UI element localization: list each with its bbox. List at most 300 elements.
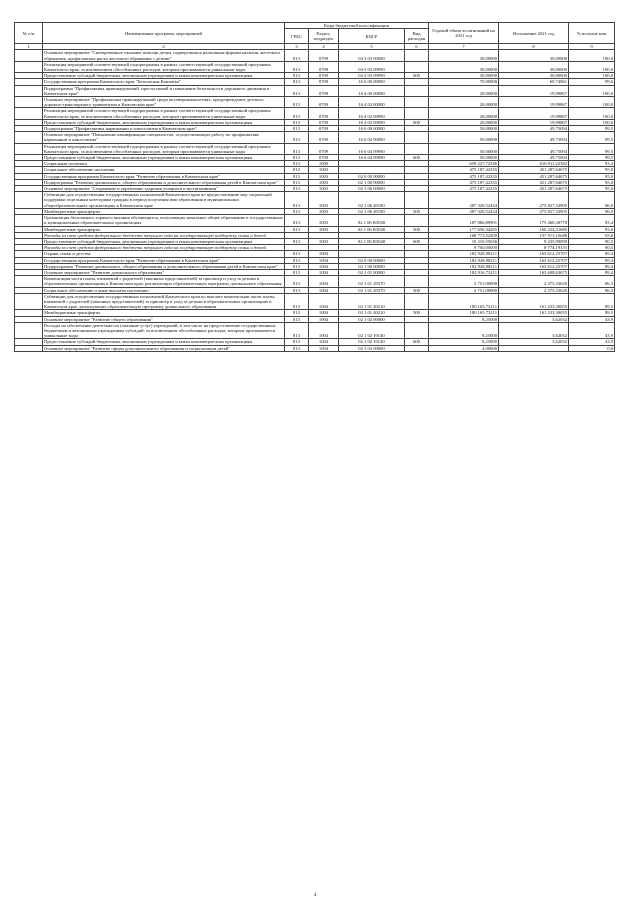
row-grbs: 813 [285,126,309,132]
header-fact: Исполнение 2021 год [499,23,569,44]
row-grbs: 813 [285,108,309,119]
row-plan: 659 227,72546 [429,161,499,167]
row-name: Предоставление субсидий бюджетным, автономным учреждениям и иным некоммерческим организациям [43,119,285,125]
header-razdel: Раздел, подраздел [309,29,339,44]
row-kcsr: 02 1 01 20370 [339,287,405,293]
row-name: Основное мероприятие "Профилактика правонарушений среди несовершеннолетних, предупреждение детского дорожно-транспортного травматизма в Камчатском крае" [43,97,285,108]
row-grbs: 813 [285,50,309,61]
row-plan: 287 320,52434 [429,208,499,214]
row-name: Государственная программа Камчатского края "Развитие образования в Камчатском крае" [43,257,285,263]
row-grbs: 813 [285,322,309,339]
row-grbs: 813 [285,208,309,214]
row-plan: 30,00000 [429,50,499,61]
row-vid: 500 [405,226,429,232]
row-plan: 182 916,73211 [429,269,499,275]
row-vid [405,85,429,96]
row-num [15,85,43,96]
row-grbs: 813 [285,251,309,257]
row-name: Предоставление субсидий бюджетным, автономным учреждениям и иным некоммерческим организациям [43,238,285,244]
row-razdel: 0709 [309,85,339,96]
row-grbs: 813 [285,186,309,192]
row-pct: 86,3 [569,287,615,293]
row-plan: 475 187,42335 [429,179,499,185]
row-pct: 99,5 [569,132,615,143]
row-fact: 161 233,30055 [499,293,569,310]
budget-document [14,22,614,352]
row-name: Расходы за счет средств федерального бюджета текущего года на государственную поддержку семьи и детей [43,232,285,238]
row-fact: 19,99867 [499,97,569,108]
row-fact: 69,74961 [499,79,569,85]
row-razdel: 1004 [309,276,339,287]
row-kcsr: 02 1 02 00000 [339,316,405,322]
row-pct: 86,3 [569,276,615,287]
row-grbs: 813 [285,173,309,179]
row-razdel: 1004 [309,257,339,263]
row-plan: 4,00000 [429,345,499,351]
row-fact: 19,99867 [499,108,569,119]
row-pct: 89,4 [569,269,615,275]
row-razdel: 1003 [309,215,339,226]
table-row [15,108,615,119]
row-pct: 43,9 [569,316,615,322]
row-fact: 275 827,33905 [499,208,569,214]
row-name: Подпрограмма "Развитие дошкольного, общего образования и дополнительного образования детей в Камчатском крае" [43,179,285,185]
row-num [15,192,43,209]
row-name: Компенсация части платы, взимаемой с родителей (законных представителей) за присмотр и уход за детьми в образовательных организациях в Камчатском крае, реализующих образовательную программу дошкольного образования [43,276,285,287]
column-index-cell: 5 [339,44,405,50]
row-vid [405,322,429,339]
row-razdel: 0709 [309,97,339,108]
row-plan: 182 928,98211 [429,257,499,263]
row-pct: 43,9 [569,339,615,345]
table-row [15,345,615,351]
header-num: № п/п [15,23,43,44]
row-kcsr: 02 1 06 R3040 [339,238,405,244]
row-pct: 100,0 [569,50,615,61]
row-fact: 163 612,25707 [499,257,569,263]
row-razdel: 1003 [309,192,339,209]
row-razdel: 1004 [309,251,339,257]
row-fact: 451 287,64675 [499,179,569,185]
row-pct: 96,0 [569,208,615,214]
row-pct: 95,0 [569,167,615,173]
row-grbs: 813 [285,97,309,108]
row-kcsr: 16 4 02 09990 [339,119,405,125]
row-name: Реализация мероприятий соответствующей подпрограммы в рамках соответствующей государственной программы Камчатского края, за исключением обособленных расходов, которым присваиваются уникальные коды [43,143,285,154]
row-pct: 89,4 [569,263,615,269]
row-vid: 500 [405,310,429,316]
row-razdel: 1004 [309,339,339,345]
row-name: Предоставление субсидий бюджетным, автономным учреждениям и иным некоммерческим организациям [43,155,285,161]
row-fact: 616 011,22382 [499,161,569,167]
row-plan: 50,00000 [429,126,499,132]
row-fact: 175 460,30770 [499,215,569,226]
table-row [15,215,615,226]
table-row [15,50,615,61]
row-plan: 187 866,89901 [429,215,499,226]
row-grbs: 813 [285,161,309,167]
row-fact: 30,00000 [499,61,569,72]
row-fact: 2 375,33620 [499,276,569,287]
row-name: Государственная программа Камчатского края "Безопасная Камчатка" [43,79,285,85]
row-fact: 49,75094 [499,155,569,161]
row-num [15,61,43,72]
row-vid: 600 [405,119,429,125]
row-grbs: 813 [285,143,309,154]
row-pct: 100,0 [569,85,615,96]
row-razdel: 1000 [309,161,339,167]
row-grbs: 813 [285,339,309,345]
row-plan: 2 751,00000 [429,287,499,293]
row-razdel: 1004 [309,316,339,322]
row-grbs: 813 [285,132,309,143]
row-grbs: 813 [285,73,309,79]
row-kcsr: 02 1 06 R3040 [339,226,405,232]
row-razdel: 1004 [309,269,339,275]
row-pct: 93,6 [569,232,615,238]
row-fact: 275 827,33905 [499,192,569,209]
row-kcsr: 02 1 06 40180 [339,192,405,209]
row-kcsr: 16 6 04 09990 [339,155,405,161]
row-fact: 163 612,25707 [499,263,569,269]
row-num [15,215,43,226]
row-name: Субвенции для осуществления государственных полномочий Камчатского края по предоставлению мер социальной поддержки отдельным категориям граждан в период получения ими образования в муниципальных общеобразовательных организациях в Камчатском крае [43,192,285,209]
row-grbs: 813 [285,287,309,293]
row-pct: 99,5 [569,126,615,132]
row-razdel: 0709 [309,108,339,119]
row-fact: 9 235,99090 [499,238,569,244]
row-vid [405,345,429,351]
row-grbs: 813 [285,226,309,232]
row-plan: 20,00000 [429,108,499,119]
row-pct: 95,0 [569,186,615,192]
row-name: Социальное обеспечение населения [43,167,285,173]
row-pct: 99,6 [569,79,615,85]
row-kcsr: 16 6 04 00000 [339,132,405,143]
row-razdel: 1003 [309,167,339,173]
row-grbs: 813 [285,61,309,72]
row-plan: 20,00000 [429,119,499,125]
row-kcsr: 02 1 06 40180 [339,208,405,214]
row-grbs: 813 [285,167,309,173]
row-vid [405,61,429,72]
row-vid [405,143,429,154]
header-pct: % исполне ния [569,23,615,44]
row-fact: 49,75094 [499,132,569,143]
row-razdel: 1004 [309,322,339,339]
row-fact: 3,62032 [499,339,569,345]
column-index-cell: 2 [43,44,285,50]
row-razdel: 1003 [309,173,339,179]
table-row [15,85,615,96]
row-pct: 95,0 [569,173,615,179]
column-index-cell: 4 [309,44,339,50]
row-fact: 163 612,25707 [499,251,569,257]
row-grbs: 813 [285,192,309,209]
row-razdel: 0709 [309,73,339,79]
row-num [15,132,43,143]
row-pct: 100,0 [569,97,615,108]
row-plan: 70,00000 [429,79,499,85]
row-pct: 100,0 [569,73,615,79]
header-plan: Годовой объем ассигнований на 2021 год [429,23,499,44]
row-vid [405,276,429,287]
row-pct: 100,0 [569,119,615,125]
row-name: Реализация мероприятий соответствующей подпрограммы в рамках соответствующей государственной программы Камчатского края, за исключением обособленных расходов, которым присваиваются уникальные коды [43,61,285,72]
row-fact: 19,99867 [499,119,569,125]
row-kcsr: 16 6 00 00000 [339,126,405,132]
row-plan: 2 751,00000 [429,276,499,287]
row-kcsr: 02 0 00 00000 [339,257,405,263]
row-grbs: 813 [285,263,309,269]
row-plan: 287 320,52434 [429,192,499,209]
column-index-cell: 7 [429,44,499,50]
row-fact: 49,75094 [499,143,569,154]
header-kcsr: КЦСР [339,29,405,44]
row-name: Основное мероприятие "Повышение квалификации специалистов, осуществляющих работу по профилактике наркомании и алкоголизма" [43,132,285,143]
row-plan: 475 187,42335 [429,186,499,192]
row-plan: 182 928,98211 [429,263,499,269]
row-kcsr: 16 6 04 09990 [339,143,405,154]
table-row [15,192,615,209]
row-plan: 50,00000 [429,132,499,143]
row-kcsr: 02 1 01 00000 [339,269,405,275]
row-fact: 19,99867 [499,85,569,96]
row-vid: 500 [405,208,429,214]
row-grbs: 813 [285,316,309,322]
row-razdel: 0709 [309,79,339,85]
row-kcsr: 02 1 01 40210 [339,310,405,316]
row-grbs: 813 [285,119,309,125]
row-kcsr: 02 1 06 00000 [339,186,405,192]
row-razdel: 1003 [309,238,339,244]
row-razdel: 1003 [309,179,339,185]
row-pct: 89,5 [569,310,615,316]
table-row [15,61,615,72]
row-name: Основное мероприятие "Развитие сферы дополнительного образования и социализации детей" [43,345,285,351]
row-plan: 180 165,73211 [429,293,499,310]
table-row [15,143,615,154]
row-kcsr: 02 1 02 10140 [339,339,405,345]
row-grbs: 813 [285,276,309,287]
column-index-cell: 8 [499,44,569,50]
row-razdel: 1004 [309,345,339,351]
table-row [15,132,615,143]
row-num [15,276,43,287]
row-name: Подпрограмма "Профилактика правонарушений, преступлений и повышение безопасности дорожного движения в Камчатском крае" [43,85,285,96]
row-pct: 99,5 [569,155,615,161]
row-plan: 8,25000 [429,316,499,322]
row-kcsr: 16 4 02 00000 [339,97,405,108]
table-body [15,44,615,352]
column-index-cell: 9 [569,44,615,50]
row-num [15,293,43,310]
row-razdel: 1004 [309,287,339,293]
row-fact: 3,62032 [499,322,569,339]
row-grbs: 813 [285,79,309,85]
row-fact: 2 375,33620 [499,287,569,293]
row-pct: 0,0 [569,345,615,351]
row-fact: 157 913,10048 [499,232,569,238]
row-fact: 30,00000 [499,50,569,61]
row-fact: 166 224,31680 [499,226,569,232]
row-razdel: 1003 [309,226,339,232]
row-name: Расходы за счет средств федерального бюджета текущего года на государственную поддержку семьи и детей [43,245,285,251]
row-grbs: 813 [285,155,309,161]
row-fact: 161 233,30055 [499,310,569,316]
row-kcsr: 02 1 03 00000 [339,345,405,351]
row-fact: 3,62032 [499,316,569,322]
row-kcsr: 02 1 01 40210 [339,293,405,310]
row-pct: 100,0 [569,61,615,72]
row-razdel: 0709 [309,155,339,161]
row-pct: 89,5 [569,293,615,310]
row-grbs: 813 [285,310,309,316]
page-number: 4 [314,893,317,898]
row-kcsr: 04 3 03 09990 [339,73,405,79]
row-name: Государственная программа Камчатского края "Развитие образования в Камчатском крае" [43,173,285,179]
column-index-cell: 1 [15,44,43,50]
column-index-cell: 3 [285,44,309,50]
row-plan: 168 773,52500 [429,232,499,238]
row-razdel: 1003 [309,186,339,192]
row-plan: 50,00000 [429,143,499,154]
table-row [15,322,615,339]
row-name: Подпрограмма "Развитие дошкольного, общего образования и дополнительного образования детей в Камчатском крае" [43,263,285,269]
row-pct: 99,5 [569,143,615,154]
row-razdel: 0709 [309,50,339,61]
row-fact [499,345,569,351]
row-fact: 451 287,64675 [499,167,569,173]
row-pct: 89,4 [569,257,615,263]
row-grbs: 813 [285,238,309,244]
row-name: Межбюджетные трансферты [43,310,285,316]
row-vid: 600 [405,73,429,79]
table-row [15,276,615,287]
column-index-cell: 6 [405,44,429,50]
row-vid: 600 [405,339,429,345]
row-name: Основное мероприятие "Своевременное оказание помощи детям, подвергшимся различным формам насилия, жестокого обращения, профилактика риска жестокого обращения с детьми" [43,50,285,61]
table-row [15,97,615,108]
row-razdel: 0709 [309,143,339,154]
row-pct: 90,5 [569,245,615,251]
row-name: Основное мероприятие "Сохранение и укрепление здоровья учащихся и воспитанников" [43,186,285,192]
row-razdel: 1003 [309,208,339,214]
row-vid: 300 [405,287,429,293]
row-plan: 182 928,98211 [429,251,499,257]
row-plan: 20,00000 [429,97,499,108]
row-plan: 180 165,73211 [429,310,499,316]
row-vid: 600 [405,238,429,244]
row-plan: 475 187,42335 [429,167,499,173]
row-razdel: 0709 [309,132,339,143]
row-plan: 8,25000 [429,339,499,345]
row-name: Субвенции для осуществления государственных полномочий Камчатского края по выплате компенсации части платы, взимаемой с родителей (законных представителей) за присмотр и уход за детьми в образовательных организациях в Камчатском крае, реализующих образовательную программу дошкольного образования [43,293,285,310]
row-fact: 49,75094 [499,126,569,132]
row-fact: 451 287,64675 [499,186,569,192]
row-razdel: 1004 [309,310,339,316]
row-fact: 30,00000 [499,73,569,79]
row-plan: 50,00000 [429,155,499,161]
row-vid [405,108,429,119]
row-pct: 96,0 [569,192,615,209]
row-pct: 89,4 [569,251,615,257]
row-name: Организация бесплатного горячего питания обучающихся, получающих начальное общее образование в государственных и муниципальных образовательных организациях [44,215,283,226]
row-pct: 90,5 [569,238,615,244]
row-kcsr: 02 0 00 00000 [339,173,405,179]
row-plan: 177 656,34265 [429,226,499,232]
row-num [15,108,43,119]
row-vid [405,97,429,108]
table-row [15,293,615,310]
row-fact: 8 774,19133 [499,245,569,251]
row-grbs: 813 [285,179,309,185]
row-name: Реализация мероприятий соответствующей подпрограммы в рамках соответствующей государственной программы Камчатского края, за исключением обособленных расходов, которым присваиваются уникальные коды [43,108,285,119]
row-num [15,322,43,339]
row-grbs: 813 [285,269,309,275]
row-pct: 93,4 [569,161,615,167]
header-grbs: ГРБС [285,29,309,44]
row-name: Основное мероприятие "Развитие дошкольного образования" [43,269,285,275]
header-name: Наименование программ, мероприятий [43,23,285,44]
row-razdel: 1004 [309,263,339,269]
row-pct: 93,6 [569,226,615,232]
row-kcsr: 16 4 02 09990 [339,108,405,119]
row-fact: 163 608,63675 [499,269,569,275]
row-grbs: 813 [285,345,309,351]
row-razdel: 1004 [309,293,339,310]
row-plan: 30,00000 [429,73,499,79]
row-kcsr: 02 1 06 R3040 [339,215,405,226]
row-razdel: 0709 [309,61,339,72]
row-num [15,50,43,61]
row-name: Социальная политика [43,161,285,167]
budget-table [14,22,615,352]
row-name: Расходы на обеспечение деятельности (оказание услуг) учреждений, в том числе на предоставление государственным бюджетным и автономным учреждениям субсидий, за исключением обособленных расходов, которым присваиваются уникальные коды [43,322,285,339]
row-plan: 30,00000 [429,61,499,72]
row-plan: 8,25000 [429,322,499,339]
row-kcsr: 04 3 03 00000 [339,50,405,61]
header-codes-group: Коды бюджетной классификации [285,23,429,29]
row-kcsr: 02 1 00 00000 [339,263,405,269]
row-vid [405,50,429,61]
row-grbs: 813 [285,293,309,310]
row-name: Основное мероприятие "Развитие общего образования" [43,316,285,322]
row-vid [405,293,429,310]
row-kcsr: 02 1 00 00000 [339,179,405,185]
row-kcsr: 02 1 01 20370 [339,276,405,287]
row-pct: 95,0 [569,179,615,185]
row-grbs: 813 [285,215,309,226]
row-vid [405,192,429,209]
row-grbs: 813 [285,85,309,96]
row-plan: 9 700,00000 [429,245,499,251]
row-kcsr: 16 4 00 00000 [339,85,405,96]
row-num [15,97,43,108]
row-num [15,143,43,154]
row-pct: 43,9 [569,322,615,339]
row-fact: 451 287,64675 [499,173,569,179]
header-vid: Вид расходов [405,29,429,44]
row-grbs: 813 [285,257,309,263]
row-pct: 93,4 [569,215,615,226]
row-name: Предоставление субсидий бюджетным, автономным учреждениям и иным некоммерческим организациям [43,339,285,345]
row-razdel: 0709 [309,126,339,132]
row-name: Межбюджетные трансферты [43,226,285,232]
row-kcsr: 04 3 03 09990 [339,61,405,72]
row-kcsr: 02 1 02 10140 [339,322,405,339]
row-name: Подпрограмма "Профилактика наркомании и алкоголизма в Камчатском крае" [43,126,285,132]
